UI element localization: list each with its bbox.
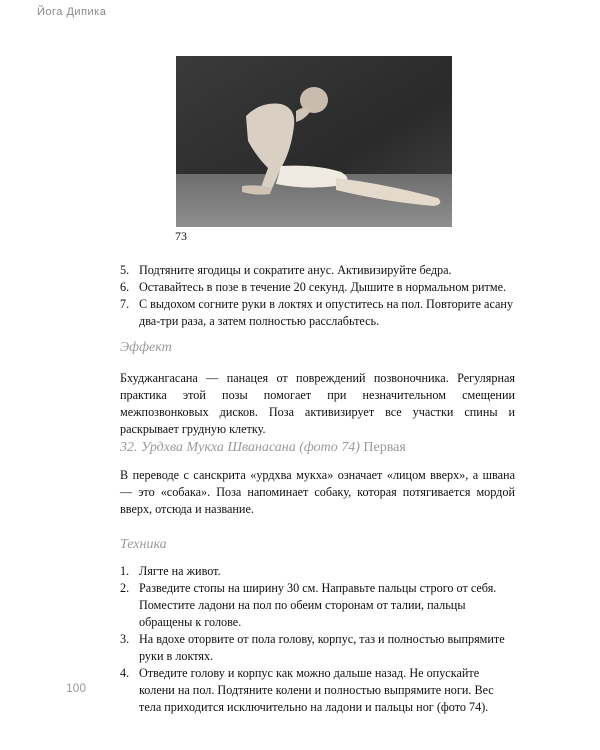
running-head: Йога Дипика [37, 6, 107, 18]
pose-intro-paragraph: В переводе с санскрита «урдхва мукха» означает «лицом вверх», а швана — это «собака». Поза напоминает собаку, которая потягивается мордой вверх, отсюда и название. [120, 468, 515, 516]
pose-photo [176, 56, 452, 227]
list-item: 4. Отведите голову и корпус как можно дальше назад. Не опускайте колени на пол. Подтяните колени и полностью выпрямите ноги. Вес тела приходится исключительно на ладони и пальцы ног (фото 74). [120, 666, 494, 714]
effect-heading: Эффект [120, 340, 172, 355]
steps-continued [120, 262, 515, 330]
list-item: 3. На вдохе оторвите от пола голову, корпус, таз и полностью выпрямите руки в локтях. [120, 632, 505, 663]
pose-title: 32. Урдхва Мукха Шванасана (фото 74) [120, 440, 360, 455]
list-item: 2. Разведите стопы на ширину 30 см. Направьте пальцы строго от себя. Поместите ладони на пол по обеим сторонам от талии, пальцы обращены к голове. [120, 581, 497, 629]
pose-level: Первая [359, 440, 406, 455]
list-item: 1. Лягте на живот. [120, 564, 221, 578]
effect-paragraph: Бхуджангасана — панацея от повреждений позвоночника. Регулярная практика этой позы помогает при незначительном смещении межпозвонковых дисков. Поза активизирует все участки спины и раскрывает грудную клетку. [120, 371, 515, 436]
photo-caption: 73 [175, 229, 187, 243]
pose-heading [120, 440, 406, 456]
page-number: 100 [66, 681, 87, 695]
list-item: 7. С выдохом согните руки в локтях и опуститесь на пол. Повторите асану два-три раза, а затем полностью расслабьтесь. [120, 297, 514, 328]
technique-steps [120, 563, 515, 716]
list-item: 6. Оставайтесь в позе в течение 20 секунд. Дышите в нормальном ритме. [120, 280, 507, 294]
list-item: 5. Подтяните ягодицы и сократите анус. Активизируйте бедра. [120, 263, 452, 277]
technique-heading: Техника [120, 537, 167, 552]
